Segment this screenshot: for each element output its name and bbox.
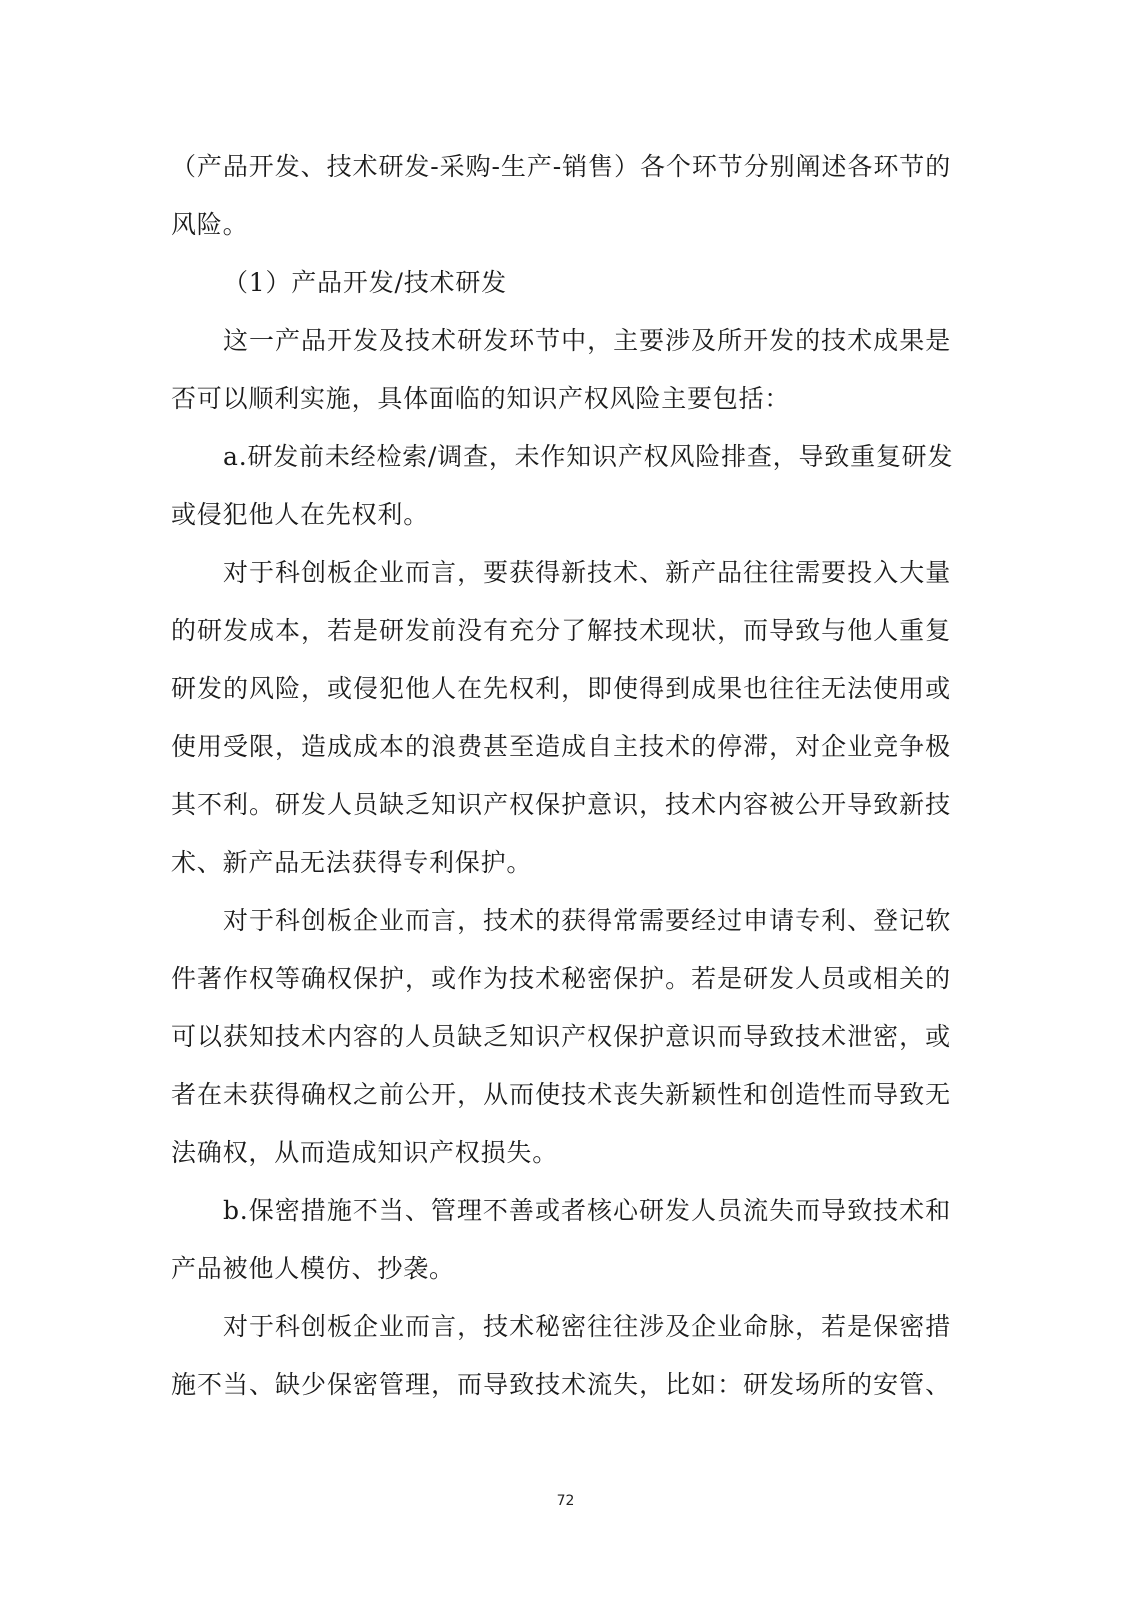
text-line: 对于科创板企业而言，技术的获得常需要经过申请专利、登记软 [223,906,951,935]
text-line: 术、新产品无法获得专利保护。 [171,848,533,877]
text-line: 施不当、缺少保密管理，而导致技术流失，比如：研发场所的安管、 [171,1370,951,1399]
text-line: 件著作权等确权保护，或作为技术秘密保护。若是研发人员或相关的 [171,964,951,993]
text-line: 或侵犯他人在先权利。 [171,500,430,529]
text-line: （产品开发、技术研发-采购-生产-销售）各个环节分别阐述各环节的 [171,152,951,181]
text-line: 研发的风险，或侵犯他人在先权利，即使得到成果也往往无法使用或 [171,674,951,703]
body-text [171,138,954,1414]
text-line: 可以获知技术内容的人员缺乏知识产权保护意识而导致技术泄密，或 [171,1022,951,1051]
text-line: 对于科创板企业而言，要获得新技术、新产品往往需要投入大量 [223,558,951,587]
list-item-a: a.研发前未经检索/调查，未作知识产权风险排查，导致重复研发 [223,442,954,471]
text-line: 对于科创板企业而言，技术秘密往往涉及企业命脉，若是保密措 [223,1312,951,1341]
text-line: 否可以顺利实施，具体面临的知识产权风险主要包括： [171,384,791,413]
text-line: 者在未获得确权之前公开，从而使技术丧失新颖性和创造性而导致无 [171,1080,951,1109]
text-line: 法确权，从而造成知识产权损失。 [171,1138,559,1167]
page-number: 72 [556,1493,575,1509]
text-line: 风险。 [171,210,249,239]
text-line: 的研发成本，若是研发前没有充分了解技术现状，而导致与他人重复 [171,616,951,645]
text-line: 使用受限，造成成本的浪费甚至造成自主技术的停滞，对企业竞争极 [171,732,951,761]
text-line: 其不利。研发人员缺乏知识产权保护意识，技术内容被公开导致新技 [171,790,951,819]
list-item-b: b.保密措施不当、管理不善或者核心研发人员流失而导致技术和 [223,1196,951,1225]
text-line: 产品被他人模仿、抄袭。 [171,1254,455,1283]
section-heading: （1）产品开发/技术研发 [223,268,507,297]
text-line: 这一产品开发及技术研发环节中，主要涉及所开发的技术成果是 [223,326,951,355]
